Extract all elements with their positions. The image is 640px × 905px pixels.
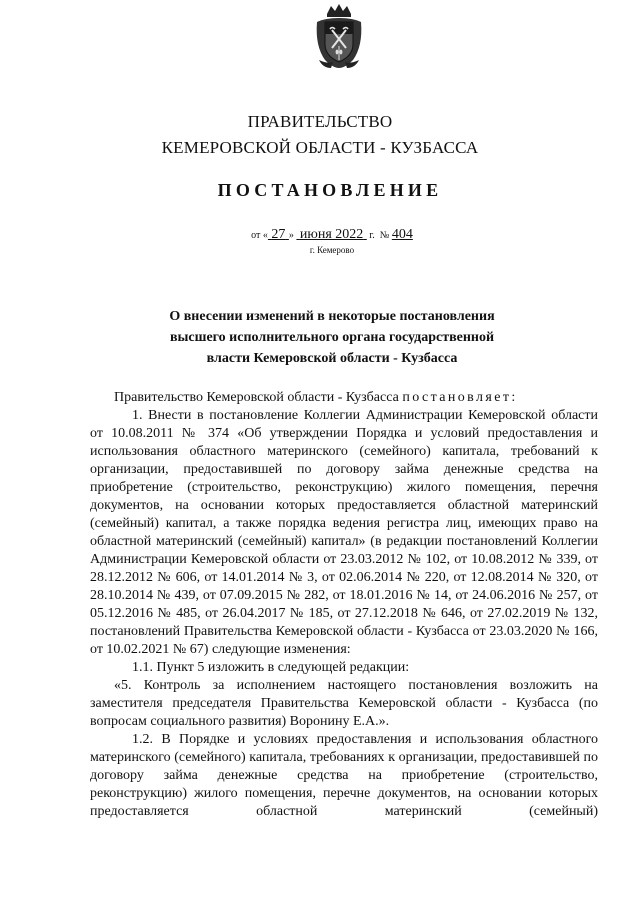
date-day: 27 [271,227,286,242]
date-suffix: г. [369,230,375,241]
document-body [90,389,598,821]
paragraph-1-1: 1.1. Пункт 5 изложить в следующей редакции: [132,660,410,675]
date-month-year: июня 2022 [299,227,364,242]
paragraph-1-2: 1.2. В Порядке и условиях предоставления и использования областного материнского (семейного) капитала, требованиях к организации, предоставившей по договору займа денежные средства на приобретение (строительство, реконструкцию) жилого помещения, перечне документов, на основании которых предоставляется областной материнский (семейный) [90,732,598,819]
crown-icon [327,4,351,14]
title-line-1: О внесении изменений в некоторые постановления [169,309,495,324]
title-line-3: власти Кемеровской области - Кузбасса [206,351,458,366]
government-name-line1: ПРАВИТЕЛЬСТВО [247,112,393,131]
title-line-2: высшего исполнительного органа государственной [169,330,495,345]
document-title [12,306,640,369]
coat-of-arms-emblem [313,2,365,70]
date-prefix: от « [251,230,268,241]
document-number: 404 [391,227,413,242]
government-name-line2: КЕМЕРОВСКОЙ ОБЛАСТИ - КУЗБАССА [161,138,479,157]
paragraph-1-1-quote: «5. Контроль за исполнением настоящего постановления возложить на заместителя председателя Правительства Кемеровской области - Кузбасса (по вопросам социального развития) Воронину Е.А.». [90,678,598,729]
document-date-number [12,227,640,243]
number-sign: № [379,230,390,241]
paragraph-1: 1. Внести в постановление Коллегии Администрации Кемеровской области от 10.08.2011 № 374 «Об утверждении Порядка и условий предоставления и использования областного материнского (семейного) капитала, требований к организации, предоставившей по договору займа денежные средства на приобретение (строительство, реконструкцию) жилого помещения, перечня документов, на основании которых предоставляется областной материнский (семейный) капитал, а также порядка ведения регистра лиц, имеющих право на областной материнский (семейный) капитал» (в редакции постановлений Коллегии Администрации Кемеровской области от 23.03.2012 № 102, от 10.08.2012 № 339, от 28.12.2012 № 606, от 14.01.2014 № 3, от 02.06.2014 № 220, от 12.08.2014 № 320, от 28.10.2014 № 439, от 07.09.2015 № 282, от 18.01.2016 № 14, от 24.06.2016 № 257, от 05.12.2016 № 485, от 26.04.2017 № 185, от 27.12.2018 № 646, от 27.02.2019 № 132, постановлений Правительства Кемеровской области - Кузбасса от 23.03.2020 № 166, от 10.02.2021 № 67) следующие изменения: [90,408,598,657]
date-mid: » [288,230,294,241]
city-label: г. Кемерово [309,245,355,255]
document-type-heading: ПОСТАНОВЛЕНИЕ [217,180,443,200]
intro-paragraph: Правительство Кемеровской области - Кузбасса постановляет: [114,390,518,405]
